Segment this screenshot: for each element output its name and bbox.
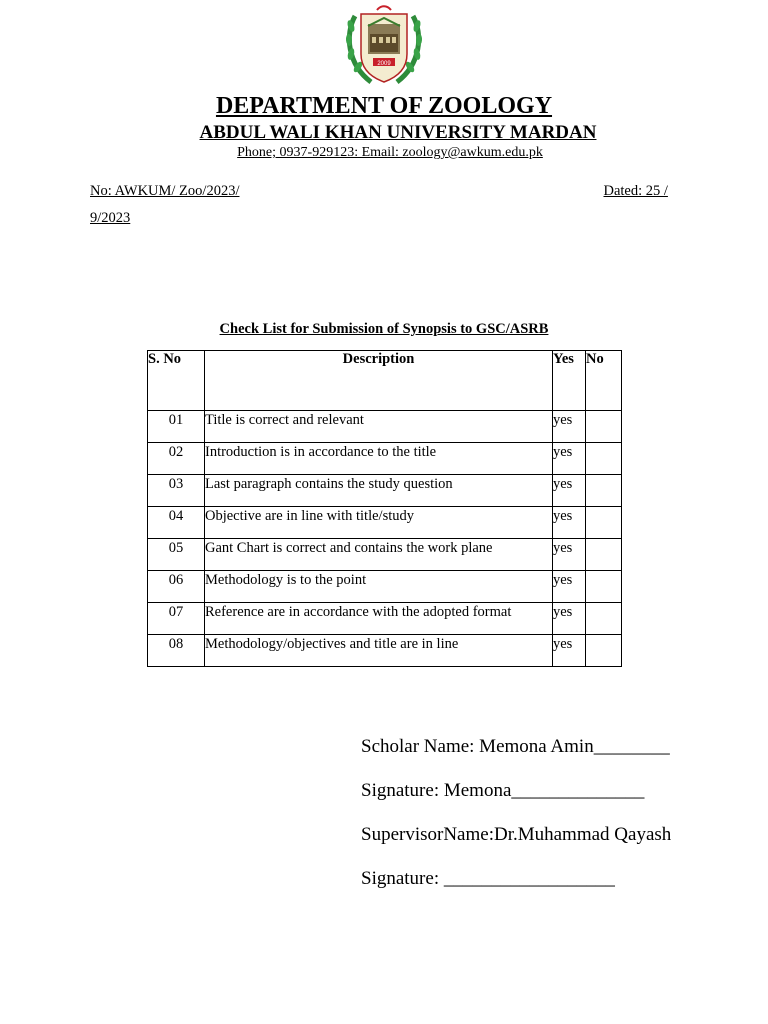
row-yes: yes — [553, 475, 586, 507]
column-header-no: No — [586, 351, 622, 411]
row-no — [586, 539, 622, 571]
table-row — [148, 635, 622, 667]
table-row — [148, 571, 622, 603]
column-header-yes: Yes — [553, 351, 586, 411]
row-yes: yes — [553, 507, 586, 539]
scholar-signature-line: Signature: Memona______________ — [361, 780, 645, 801]
table-row — [148, 475, 622, 507]
table-row — [148, 411, 622, 443]
table-row — [148, 507, 622, 539]
row-no — [586, 571, 622, 603]
row-sno: 02 — [148, 443, 205, 475]
table-header-row — [148, 351, 622, 411]
row-no — [586, 635, 622, 667]
contact-line: Phone; 0937-929123: Email: zoology@awkum.edu.pk — [237, 145, 543, 160]
row-description: Introduction is in accordance to the title — [205, 443, 553, 475]
row-description: Objective are in line with title/study — [205, 507, 553, 539]
row-sno: 03 — [148, 475, 205, 507]
checklist-table — [147, 350, 622, 667]
row-sno: 06 — [148, 571, 205, 603]
logo-year: 2009 — [377, 61, 391, 67]
table-row — [148, 443, 622, 475]
row-yes: yes — [553, 411, 586, 443]
row-description: Gant Chart is correct and contains the work plane — [205, 539, 553, 571]
row-no — [586, 475, 622, 507]
reference-date-continued: 9/2023 — [90, 210, 131, 226]
row-description: Reference are in accordance with the adopted format — [205, 603, 553, 635]
reference-date: Dated: 25 / — [603, 183, 668, 199]
row-description: Title is correct and relevant — [205, 411, 553, 443]
university-logo — [341, 4, 427, 88]
row-description: Methodology/objectives and title are in line — [205, 635, 553, 667]
row-yes: yes — [553, 443, 586, 475]
reference-line — [90, 182, 668, 200]
table-row — [148, 539, 622, 571]
row-yes: yes — [553, 571, 586, 603]
row-no — [586, 507, 622, 539]
table-row — [148, 603, 622, 635]
row-no — [586, 443, 622, 475]
column-header-description: Description — [205, 351, 553, 411]
row-sno: 01 — [148, 411, 205, 443]
row-sno: 05 — [148, 539, 205, 571]
row-sno: 07 — [148, 603, 205, 635]
supervisor-signature-line: Signature: __________________ — [361, 868, 615, 889]
row-sno: 08 — [148, 635, 205, 667]
supervisor-name-line: SupervisorName:Dr.Muhammad Qayash — [361, 824, 672, 845]
row-sno: 04 — [148, 507, 205, 539]
row-description: Methodology is to the point — [205, 571, 553, 603]
row-description: Last paragraph contains the study question — [205, 475, 553, 507]
signature-block — [361, 736, 671, 912]
row-no — [586, 603, 622, 635]
row-yes: yes — [553, 539, 586, 571]
checklist-title: Check List for Submission of Synopsis to GSC/ASRB — [219, 321, 549, 337]
column-header-sno: S. No — [148, 351, 205, 411]
scholar-name-line: Scholar Name: Memona Amin________ — [361, 736, 670, 757]
row-yes: yes — [553, 603, 586, 635]
department-title: DEPARTMENT OF ZOOLOGY — [215, 93, 553, 119]
university-title: ABDUL WALI KHAN UNIVERSITY MARDAN — [199, 122, 597, 143]
row-yes: yes — [553, 635, 586, 667]
row-no — [586, 411, 622, 443]
reference-number: No: AWKUM/ Zoo/2023/ — [90, 183, 240, 199]
